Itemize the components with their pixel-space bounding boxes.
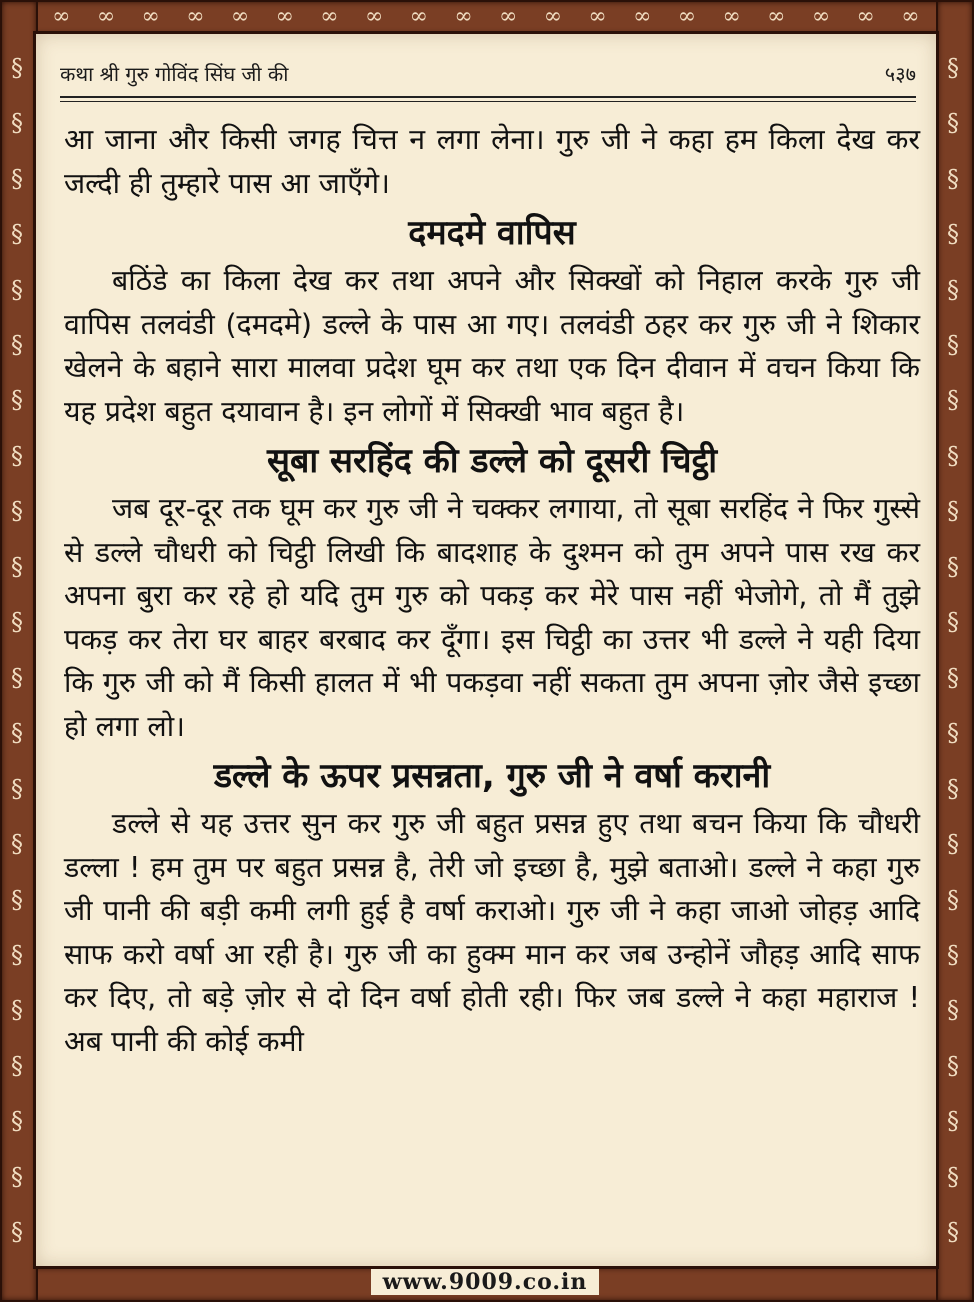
running-title: कथा श्री गुरु गोविंद सिंघ जी की [60,61,289,86]
footer [0,1266,970,1298]
section-paragraph: जब दूर-दूर तक घूम कर गुरु जी ने चक्कर लगाया, तो सूबा सरहिंद ने फिर गुस्से से डल्ले चौधरी को चिट्ठी लिखी कि बादशाह के दुश्मन को तुम अपने पास रख कर अपना बुरा कर रहे हो यदि तुम गुरु को पकड़ कर मेरे पास नहीं भेजोगे, तो मैं तुझे पकड़ कर तेरा घर बाहर बरबाद कर दूँगा। इस चिट्ठी का उत्तर भी डल्ले ने यही दिया कि गुरु जी को मैं किसी हालत में भी पकड़वा नहीं सकता तुम अपना ज़ोर जैसे इच्छा हो लगा लो। [64,492,920,743]
section-heading: डल्ले के ऊपर प्रसन्नता, गुरु जी ने वर्षा करानी [213,756,771,796]
header-rule [60,96,916,98]
intro-paragraph: आ जाना और किसी जगह चित्त न लगा लेना। गुरु जी ने कहा हम किला देख कर जल्दी ही तुम्हारे पास आ जाएँगे। [64,123,920,200]
ornament-border-icon: § § § § § § § § § § § § § § § § § § § § § § [947,53,959,1247]
header-rule [60,101,916,102]
page-number: ५३७ [884,61,916,86]
ornament-border-icon: ∞ ∞ ∞ ∞ ∞ ∞ ∞ ∞ ∞ ∞ ∞ ∞ ∞ ∞ ∞ ∞ ∞ ∞ ∞ ∞ [52,3,922,29]
page-body [64,118,920,1063]
page-header [60,56,916,90]
ornament-border-icon: § § § § § § § § § § § § § § § § § § § § § § [11,53,23,1247]
section-heading: दमदमे वापिस [408,213,576,253]
section-heading: सूबा सरहिंद की डल्ले को दूसरी चिट्ठी [266,441,718,481]
website-link[interactable]: www.9009.co.in [371,1269,600,1295]
section-paragraph: बठिंडे का किला देख कर तथा अपने और सिक्खों को निहाल करके गुरु जी वापिस तलवंडी (दमदमे) डल्ले के पास आ गए। तलवंडी ठहर कर गुरु जी ने शिकार खेलने के बहाने सारा मालवा प्रदेश घूम कर तथा एक दिन दीवान में वचन किया कि यह प्रदेश बहुत दयावान है। इन लोगों में सिक्खी भाव बहुत है। [64,264,920,428]
section-paragraph: डल्ले से यह उत्तर सुन कर गुरु जी बहुत प्रसन्न हुए तथा बचन किया कि चौधरी डल्ला ! हम तुम पर बहुत प्रसन्न है, तेरी जो इच्छा है, मुझे बताओ। डल्ले ने कहा गुरु जी पानी की बड़ी कमी लगी हुई है वर्षा कराओ। गुरु जी ने कहा जाओ जोहड़ आदि साफ करो वर्षा आ रही है। गुरु जी का हुक्म मान कर जब उन्होनें जौहड़ आदि साफ कर दिए, तो बड़े ज़ोर से दो दिन वर्षा होती रही। फिर जब डल्ले ने कहा महाराज ! अब पानी की कोई कमी [64,807,920,1058]
book-page [36,34,936,1266]
